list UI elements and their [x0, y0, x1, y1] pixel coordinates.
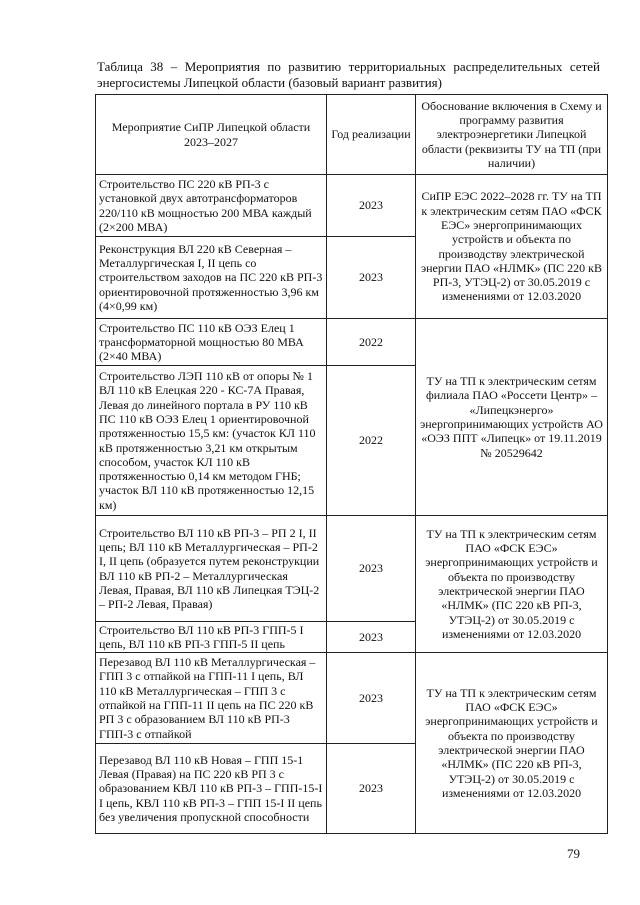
- table-row: [96, 653, 608, 744]
- measure-cell: Строительство ПС 220 кВ РП-3 с установкой двух автотрансформаторов 220/110 кВ мощностью 200 МВА каждый (2×200 МВА): [96, 175, 327, 237]
- table-row: [96, 516, 608, 622]
- year-cell: 2023: [327, 622, 416, 653]
- table-row: [96, 319, 608, 366]
- measure-cell: Реконструкция ВЛ 220 кВ Северная – Металлургическая I, II цепь со строительством заходов на ПС 220 кВ РП-3 ориентировочной протяженностью 3,96 км (4×0,99 км): [96, 237, 327, 319]
- measure-cell: Строительство ВЛ 110 кВ РП-3 ГПП-5 I цепь, ВЛ 110 кВ РП-3 ГПП-5 II цепь: [96, 622, 327, 653]
- measures-table: [95, 94, 608, 834]
- year-cell: 2022: [327, 366, 416, 516]
- year-cell: 2023: [327, 237, 416, 319]
- year-cell: 2023: [327, 744, 416, 834]
- year-cell: 2023: [327, 516, 416, 622]
- measure-cell: Строительство ВЛ 110 кВ РП-3 – РП 2 I, II цепь; ВЛ 110 кВ Металлургическая – РП-2 I, II цепь (образуется путем реконструкции ВЛ 110 кВ РП-2 – Металлургическая Левая, Правая, ВЛ 110 кВ Липецкая ТЭЦ-2 – РП-2 Левая, Правая): [96, 516, 327, 622]
- year-cell: 2023: [327, 653, 416, 744]
- basis-cell: ТУ на ТП к электрическим сетям ПАО «ФСК ЕЭС» энергопринимающих устройств и объекта по производству электрической энергии ПАО «НЛМК» (ПС 220 кВ РП-3, УТЭЦ-2) от 30.05.2019 с изменениями от 12.03.2020: [416, 653, 608, 834]
- basis-cell: ТУ на ТП к электрическим сетям ПАО «ФСК ЕЭС» энергопринимающих устройств и объекта по производству электрической энергии ПАО «НЛМК» (ПС 220 кВ РП-3, УТЭЦ-2) от 30.05.2019 с изменениями от 12.03.2020: [416, 516, 608, 653]
- basis-cell: СиПР ЕЭС 2022–2028 гг. ТУ на ТП к электрическим сетям ПАО «ФСК ЕЭС» энергопринимающих устройств и объекта по производству электрической энергии ПАО «НЛМК» (ПС 220 кВ РП-3, УТЭЦ-2) от 30.05.2019 с изменениями от 12.03.2020: [416, 175, 608, 319]
- table-row: [96, 175, 608, 237]
- page-number: 79: [567, 846, 580, 861]
- table-caption: Таблица 38 – Мероприятия по развитию территориальных распределительных сетей энергосистемы Липецкой области (базовый вариант развития): [97, 59, 600, 90]
- basis-cell: ТУ на ТП к электрическим сетям филиала ПАО «Россети Центр» – «Липецкэнерго» энергопринимающих устройств АО «ОЭЗ ППТ «Липецк» от 19.11.2019 № 20529642: [416, 319, 608, 516]
- header-year: Год реализации: [327, 95, 416, 175]
- table-header-row: [96, 95, 608, 175]
- header-basis: Обоснование включения в Схему и программу развития электроэнергетики Липецкой области (реквизиты ТУ на ТП (при наличии): [416, 95, 608, 175]
- header-measure: Мероприятие СиПР Липецкой области 2023–2027: [96, 95, 327, 175]
- measure-cell: Строительство ЛЭП 110 кВ от опоры № 1 ВЛ 110 кВ Елецкая 220 - КС-7А Правая, Левая до линейного портала в РУ 110 кВ ПС 110 кВ ОЭЗ Елец 1 ориентировочной протяженностью 15,5 км: (участок КЛ 110 кВ протяженностью 3,21 км открытым способом, участок КЛ 110 кВ протяженностью 0,14 км методом ГНБ; участок ВЛ 110 кВ протяженностью 12,15 км): [96, 366, 327, 516]
- measure-cell: Строительство ПС 110 кВ ОЭЗ Елец 1 трансформаторной мощностью 80 МВА (2×40 МВА): [96, 319, 327, 366]
- year-cell: 2023: [327, 175, 416, 237]
- year-cell: 2022: [327, 319, 416, 366]
- measure-cell: Перезавод ВЛ 110 кВ Новая – ГПП 15-1 Левая (Правая) на ПС 220 кВ РП 3 с образованием КВЛ 110 кВ РП-3 – ГПП-15-I I цепь, КВЛ 110 кВ РП-3 – ГПП 15-I II цепь без увеличения пропускной способности: [96, 744, 327, 834]
- measure-cell: Перезавод ВЛ 110 кВ Металлургическая – ГПП 3 с отпайкой на ГПП-11 I цепь, ВЛ 110 кВ Металлургическая – ГПП 3 с отпайкой на ГПП-11 II цепь на ПС 220 кВ РП 3 с образованием ВЛ 110 кВ РП-3 ГПП-3 с отпайкой: [96, 653, 327, 744]
